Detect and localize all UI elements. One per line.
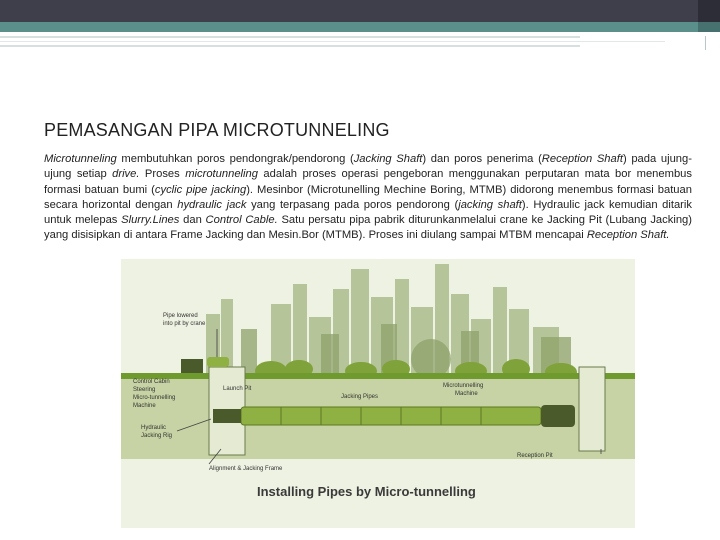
body-segment: ) dan poros penerima ( [422,153,542,165]
label-mt-machine: Machine [455,391,478,397]
label-control-cabin: Micro-tunnelling [133,395,176,401]
header-band [0,0,720,22]
hydraulic-jacking-rig [213,409,241,423]
label-jacking-pipes: Jacking Pipes [341,394,379,400]
body-segment: membutuhkan poros pendongrak/pendorong ( [116,153,354,165]
label-pipe-lowered: into pit by crane [163,321,206,327]
label-mt-machine: Microtunnelling [443,383,484,389]
body-segment: Jacking Shaft [353,153,423,165]
body-segment: Proses [139,168,186,181]
label-launch-pit: Launch Pit [223,386,252,392]
body-segment: yang terpasang pada poros pendorong ( [246,198,459,211]
decor-line [0,41,665,42]
microtunnelling-machine [541,405,575,427]
reception-pit [579,367,605,451]
slide-title: PEMASANGAN PIPA MICROTUNNELING [44,120,390,140]
decor-line [705,36,706,50]
body-segment: Reception Shaft. [586,229,670,242]
body-segment: cyclic pipe jacking [154,183,247,196]
control-cabin [181,359,203,373]
jacking-pipes [241,407,541,425]
body-segment: drive. [112,168,140,181]
accent-corner [698,22,720,32]
label-control-cabin: Control Cabin [133,379,170,385]
ground-surface [121,373,635,379]
body-segment: Microtunneling [44,153,117,165]
body-segment: Slurry.Lines [121,214,180,227]
label-reception-pit: Reception Pit [517,453,553,459]
label-pipe-lowered: Pipe lowered [163,313,198,319]
decor-line [0,36,580,38]
decor-line [0,45,580,47]
body-segment: dan [179,214,206,227]
body-segment: ). Hydraulic jack kemudian ditarik untuk melepas [44,198,692,227]
body-segment: jacking shaft [458,198,522,211]
label-hydraulic: Jacking Rig [141,433,173,439]
body-segment: Control Cable. [205,214,278,227]
body-segment: ). Mesinbor (Microtunelling Mechine Boring, MTMB) didorong menembus formasi batuan secara horizontal dengan [44,183,692,211]
label-alignment: Alignment & Jacking Frame [209,466,283,472]
accent-band [0,22,720,32]
figure-caption: Installing Pipes by Micro-tunnelling [257,484,476,499]
body-segment: hydraulic jack [177,198,247,211]
body-segment: ) pada ujung-ujung setiap [44,153,692,181]
lowered-pipe [207,357,229,367]
label-control-cabin: Steering [133,387,156,393]
header-corner [698,0,720,22]
slide-body-text [44,152,692,244]
label-hydraulic: Hydraulic [141,425,167,431]
body-segment: microtunneling [185,168,258,181]
body-segment: Reception Shaft [541,153,623,165]
label-control-cabin: Machine [133,403,156,409]
microtunnelling-illustration [121,259,635,528]
body-segment: adalah proses operasi pengeboran menggunakan perputaran mata bor menembus formasi batuan bumi ( [44,168,692,196]
body-segment: Satu persatu pipa pabrik diturunkanmelalui crane ke Jacking Pit (Lubang Jacking) yang disisipkan di antara Frame Jacking dan Mesin.Bor (MTMB). Proses ini diulang sampai MTBM mencapai [44,214,692,242]
